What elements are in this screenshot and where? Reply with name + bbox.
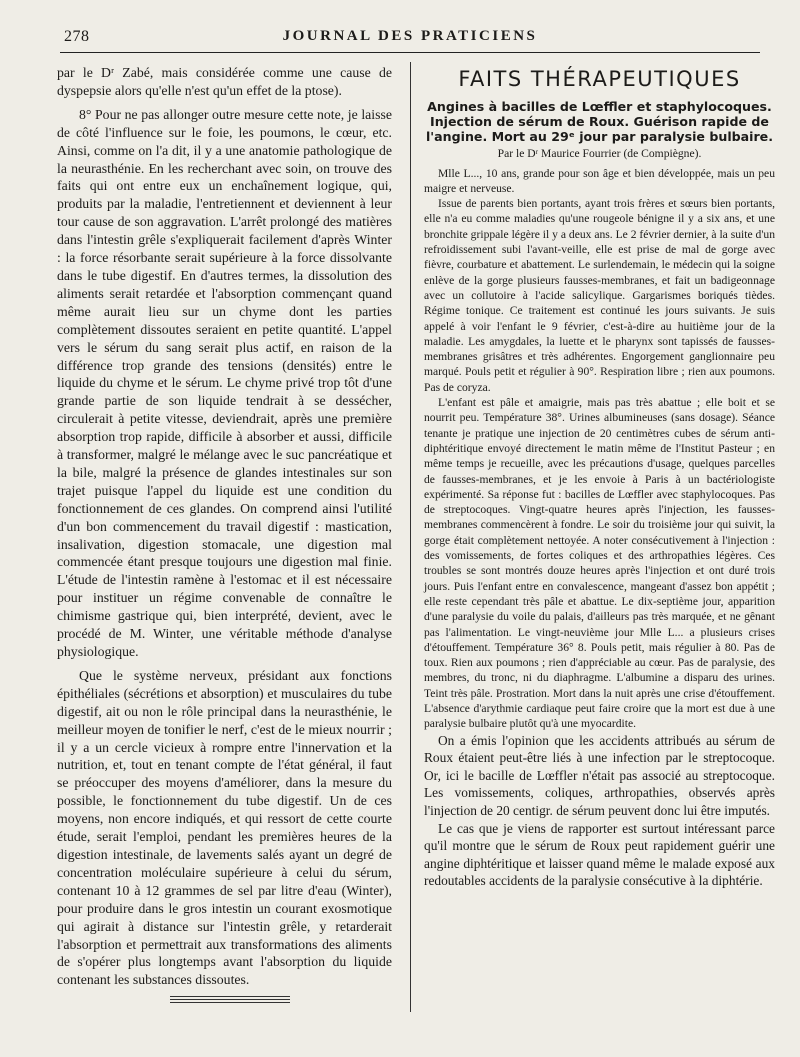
section-title: FAITS THÉRAPEUTIQUES: [458, 67, 741, 91]
case-treatment-paragraph: L'enfant est pâle et amaigrie, mais pas très abattue ; elle boit et se nourrit peu. Température 38°. Urines albumineuses (sans dosage). Séance tenante je pratique une injection de 20 centimètres cubes de sérum anti-diphtéritique envoyé directement le matin même de l'Institut Pasteur ; en même temps je recueille, avec les précautions d'usage, quelques parcelles de fausses-membranes, et je les envoie à Paris à un bactériologiste expérimenté. Sa réponse fut : bacilles de Lœffler avec staphylocoques. Pas de streptocoques. Vingt-quatre heures après l'injection, les fausses-membranes commencèrent à fondre. Le soir du troisième jour qui suivit, la gorge était complètement nettoyée. A noter consécutivement à l'injection : des vomissements, de fortes coliques et des arthropathies légères. Ces troubles se sont montrés douze heures après l'injection et ont duré trois jours. Puis l'enfant entre en convalescence, mangeant d'assez bon appétit ; elle reste cependant très pâle et abattue. Le dix-septième jour, apparition d'une paralysie du voile du palais, d'ailleurs pas très marquée, et ne gênant pas l'alimentation. Le vingt-neuvième jour Mlle L... a plusieurs crises d'étouffement. Température 36° 8. Pouls petit, mais régulier à 80. Pas de toux. Rien aux poumons ; rien d'appréciable au cœur. Pas de paralysie, des membres, du tronc, ni du diaphragme. L'albumine a disparu des urines. Teint très pâle. Prostration. Mort dans la nuit après une crise d'étouffement. L'absence d'arythmie cardiaque peut faire croire que la mort est due à une paralysie bulbaire plutôt qu'à une myocardite.: [424, 396, 775, 731]
left-column: [57, 64, 392, 989]
discussion-paragraph: On a émis l'opinion que les accidents attribués au sérum de Roux étaient peut-être liés à une infection par le streptocoque. Or, ici le bacille de Lœffler n'était pas associé au streptocoque. Les vomissements, coliques, arthropathies, observés après l'injection de 20 centigr. de sérum peuvent donc lui être imputés.: [424, 732, 775, 818]
journal-title: JOURNAL DES PRATICIENS: [282, 28, 538, 44]
case-intro-paragraph: Mlle L..., 10 ans, grande pour son âge et bien développée, mais un peu maigre et nerveuse.: [424, 166, 775, 195]
paragraph-point-8: 8° Pour ne pas allonger outre mesure cette note, je laisse de côté l'influence sur le foie, les poumons, le cœur, etc. Ainsi, comme on l'a dit, il y a une anatomie pathologique de la neurasthénie. En les recherchant avec soin, on trouve des faits qui ont entre eux un enchaînement logique, qui, produits par la maladie, l'entretiennent et deviennent à leur tour cause de son aggravation. L'arrêt prolongé des matières dans l'intestin grêle s'expliquerait facilement d'après Winter : la force résorbante serait supérieure à la force dissolvante dans le tube digestif. En d'autres termes, la dissolution des aliments serait retardée et l'absorption commençant quand même aurait lieu sur un chyme dont les parties complètement dissoutes seraient en petite quantité. L'appel vers le sérum du sang serait plus actif, en raison de la différence trop grande des tensions (densités) entre le liquide du chyme et le sérum. Le chyme privé trop tôt d'une grande partie de son liquide tendrait à se dessécher, circulerait à petite vitesse, deviendrait, après une première absorption trop rapide, difficile à absorber et aussi, difficile à transformer, malgré le mélange avec le suc pancréatique et la bile, malgré la présence de glandes intestinales sur son trajet puisque l'appel du liquide est une condition du fonctionnement de ces glandes. On comprend ainsi l'utilité d'un bon commencement du travail digestif : mastication, insalivation, digestion stomacale, une digestion mal commencée étant presque toujours une digestion mal finie. L'étude de l'intestin ramène à l'estomac et il est nécessaire pour instituer un régime convenable de connaître le chimisme gastrique qui, bien interprété, devient, avec le procédé de M. Winter, une véritable méthode d'analyse physiologique.: [57, 106, 392, 659]
end-rule: [170, 996, 290, 1005]
page-number: 278: [64, 28, 90, 45]
paragraph-continuation: par le Dʳ Zabé, mais considérée comme une cause de dyspepsie alors qu'elle n'est qu'un effet de la ptose).: [57, 65, 392, 98]
page-header: [60, 26, 760, 53]
conclusion-paragraph: Le cas que je viens de rapporter est surtout intéressant parce qu'il montre que le sérum de Roux peut rapidement guérir une angine diphtéritique et laisser quand même le malade exposé aux redoutables accidents de la paralysie consécutive à la diphtérie.: [424, 820, 775, 889]
paragraph-nervous-system: Que le système nerveux, présidant aux fonctions épithéliales (sécrétions et absorption) et musculaires du tube digestif, ait ou non le rôle principal dans la neurasthénie, le meilleur moyen de tonifier le nerf, c'est de le mieux nourrir ; il y a un cercle vicieux à rompre entre l'innervation et la nutrition, et, tout en tenant compte de l'état général, il faut se préoccuper des moyens d'améliorer, dans la mesure du possible, le fonctionnement du tube digestif. Un de ces moyens, non encore indiqués, et qui ressort de cette courte étude, serait l'emploi, pendant les premières heures de la digestion intestinale, de lavements salés ayant un degré de concentration moléculaire supérieure à celui du sérum, contenant 10 à 12 grammes de sel par litre d'eau (Winter), pour produire dans le gros intestin un courant exosmotique qui agirait à distance sur l'intestin grêle, y retarderait l'absorption et permettrait aux transformations des aliments de s'opérer plus longtemps avant l'absorption du liquide contenant les substances dissoutes.: [57, 667, 392, 988]
article-byline: Par le Dʳ Maurice Fourrier (de Compiègne).: [497, 147, 702, 161]
right-column: [424, 64, 775, 890]
article-title: Angines à bacilles de Lœffler et staphylocoques. Injection de sérum de Roux. Guérison rapide de l'angine. Mort au 29ᵉ jour par paralysie bulbaire.: [425, 99, 774, 145]
case-history-paragraph: Issue de parents bien portants, ayant trois frères et sœurs bien portants, elle n'a eu comme maladies qu'une rougeole bénigne il y a six ans, et une bronchite grippale légère il y a deux ans. Le 2 février dernier, à la suite d'un refroidissement subi l'avant-veille, elle est prise de mal de gorge avec fièvre, courbature et abattement. Le surlendemain, le médecin qui la soigne enlève de la gorge plusieurs fausses-membranes, et fait un badigeonnage avec un collutoire à l'acide salicylique. Gargarismes boriqués tièdes. Régime tonique. Ce traitement est continué les jours suivants. Je suis appelé à voir l'enfant le 9 février, c'est-à-dire au huitième jour de la maladie. Les amygdales, la luette et le pharynx sont tapissés de fausses-membranes grisâtres et très adhérentes. Engorgement ganglionnaire peu marqué. Pouls petit et régulier à 90°. Respiration libre ; rien aux poumons. Pas de coryza.: [424, 197, 775, 394]
column-divider: [410, 62, 411, 1012]
